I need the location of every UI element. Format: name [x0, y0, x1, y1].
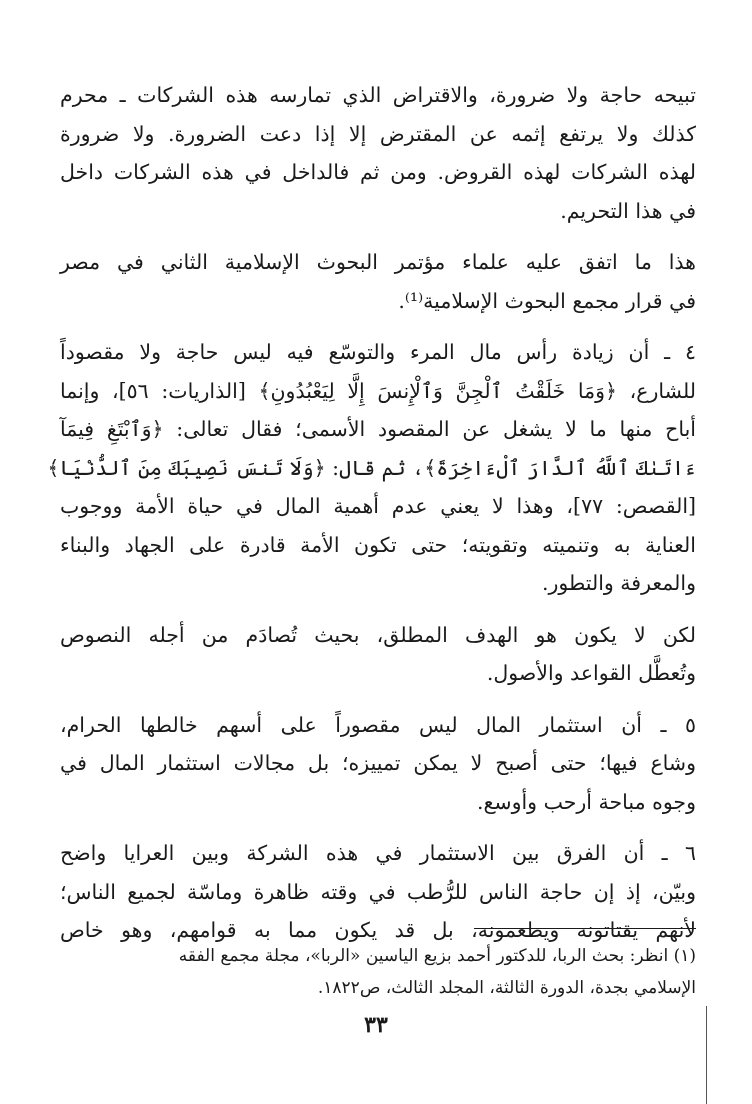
footnote-divider	[474, 928, 696, 929]
paragraph	[60, 706, 696, 822]
text-line: لهذه الشركات لهذه القروض. ومن ثم فالداخل في هذه الشركات داخل	[60, 160, 696, 184]
text-line: أباح منها ما لا يشغل عن المقصود الأسمى؛ فقال تعالى: ﴿وَٱبْتَغِ فِيمَآ	[60, 417, 696, 441]
paragraph	[60, 243, 696, 320]
text-line: في قرار مجمع البحوث الإسلامية⁽¹⁾.	[398, 288, 696, 313]
text-line: [القصص: ٧٧]، وهذا لا يعني عدم أهمية المال في حياة الأمة ووجوب	[60, 494, 697, 518]
page-number: ٣٣	[364, 1012, 388, 1038]
text-line: ءَاتَىٰكَ ٱللَّهُ ٱلدَّارَ ٱلْءَاخِرَةَ﴾، ثم قال: ﴿وَلَا تَنسَ نَصِيبَكَ مِنَ ٱلدُّنْيَا﴾	[47, 455, 696, 480]
footnote-line: (١) انظر: بحث الربا، للدكتور أحمد بزيع الياسين «الربا»، مجلة مجمع الفقه	[178, 946, 696, 966]
text-line: وجوه مباحة أرحب وأوسع.	[476, 789, 696, 814]
paragraph	[47, 333, 697, 603]
text-line: هذا ما اتفق عليه علماء مؤتمر البحوث الإسلامية الثاني في مصر	[60, 250, 696, 274]
text-line: في هذا التحريم.	[560, 198, 696, 223]
text-line: والمعرفة والتطور.	[541, 571, 696, 595]
text-line: وشاع فيها؛ حتى أصبح لا يمكن تمييزه؛ بل مجالات استثمار المال في	[60, 751, 696, 775]
text-line: ٥ ـ أن استثمار المال ليس مقصوراً على أسهم خالطها الحرام،	[60, 712, 696, 737]
text-line: للشارع، ﴿وَمَا خَلَقْتُ ٱلْجِنَّ وَٱلْإِنسَ إِلَّا لِيَعْبُدُونِ﴾ [الذاريات: ٥٦]، وإنما	[60, 378, 696, 403]
footnotes	[60, 940, 696, 1004]
margin-line	[706, 1006, 707, 1104]
text-line: لأنهم يقتاتونه ويطعمونه، بل قد يكون مما به قوامهم، وهو خاص	[60, 918, 696, 942]
paragraph	[60, 76, 696, 230]
text-line: ٦ ـ أن الفرق بين الاستثمار في هذه الشركة وبين العرايا واضح	[60, 841, 696, 865]
text-line: تبيحه حاجة ولا ضرورة، والاقتراض الذي تمارسه هذه الشركات ـ محرم	[60, 83, 696, 107]
text-line: كذلك ولا يرتفع إثمه عن المقترض إلا إذا دعت الضرورة. ولا ضرورة	[60, 121, 696, 146]
footnote-line: الإسلامي بجدة، الدورة الثالثة، المجلد الثالث، ص١٨٢٢.	[317, 978, 696, 998]
paragraph	[60, 834, 696, 950]
text-line: ٤ ـ أن زيادة رأس مال المرء والتوسّع فيه ليس حاجة ولا مقصوداً	[60, 340, 696, 364]
page-body	[47, 76, 697, 950]
text-line: لكن لا يكون هو الهدف المطلق، بحيث تُصادَم من أجله النصوص	[60, 622, 696, 647]
paragraph	[60, 616, 696, 693]
text-line: وبيّن، إذ إن حاجة الناس للرُّطب في وقته ظاهرة وماسّة لجميع الناس؛	[60, 879, 696, 904]
text-line: العناية به وتنميته وتقويته؛ حتى تكون الأمة قادرة على الجهاد والبناء	[60, 532, 696, 557]
text-line: وتُعطَّل القواعد والأصول.	[486, 661, 696, 685]
